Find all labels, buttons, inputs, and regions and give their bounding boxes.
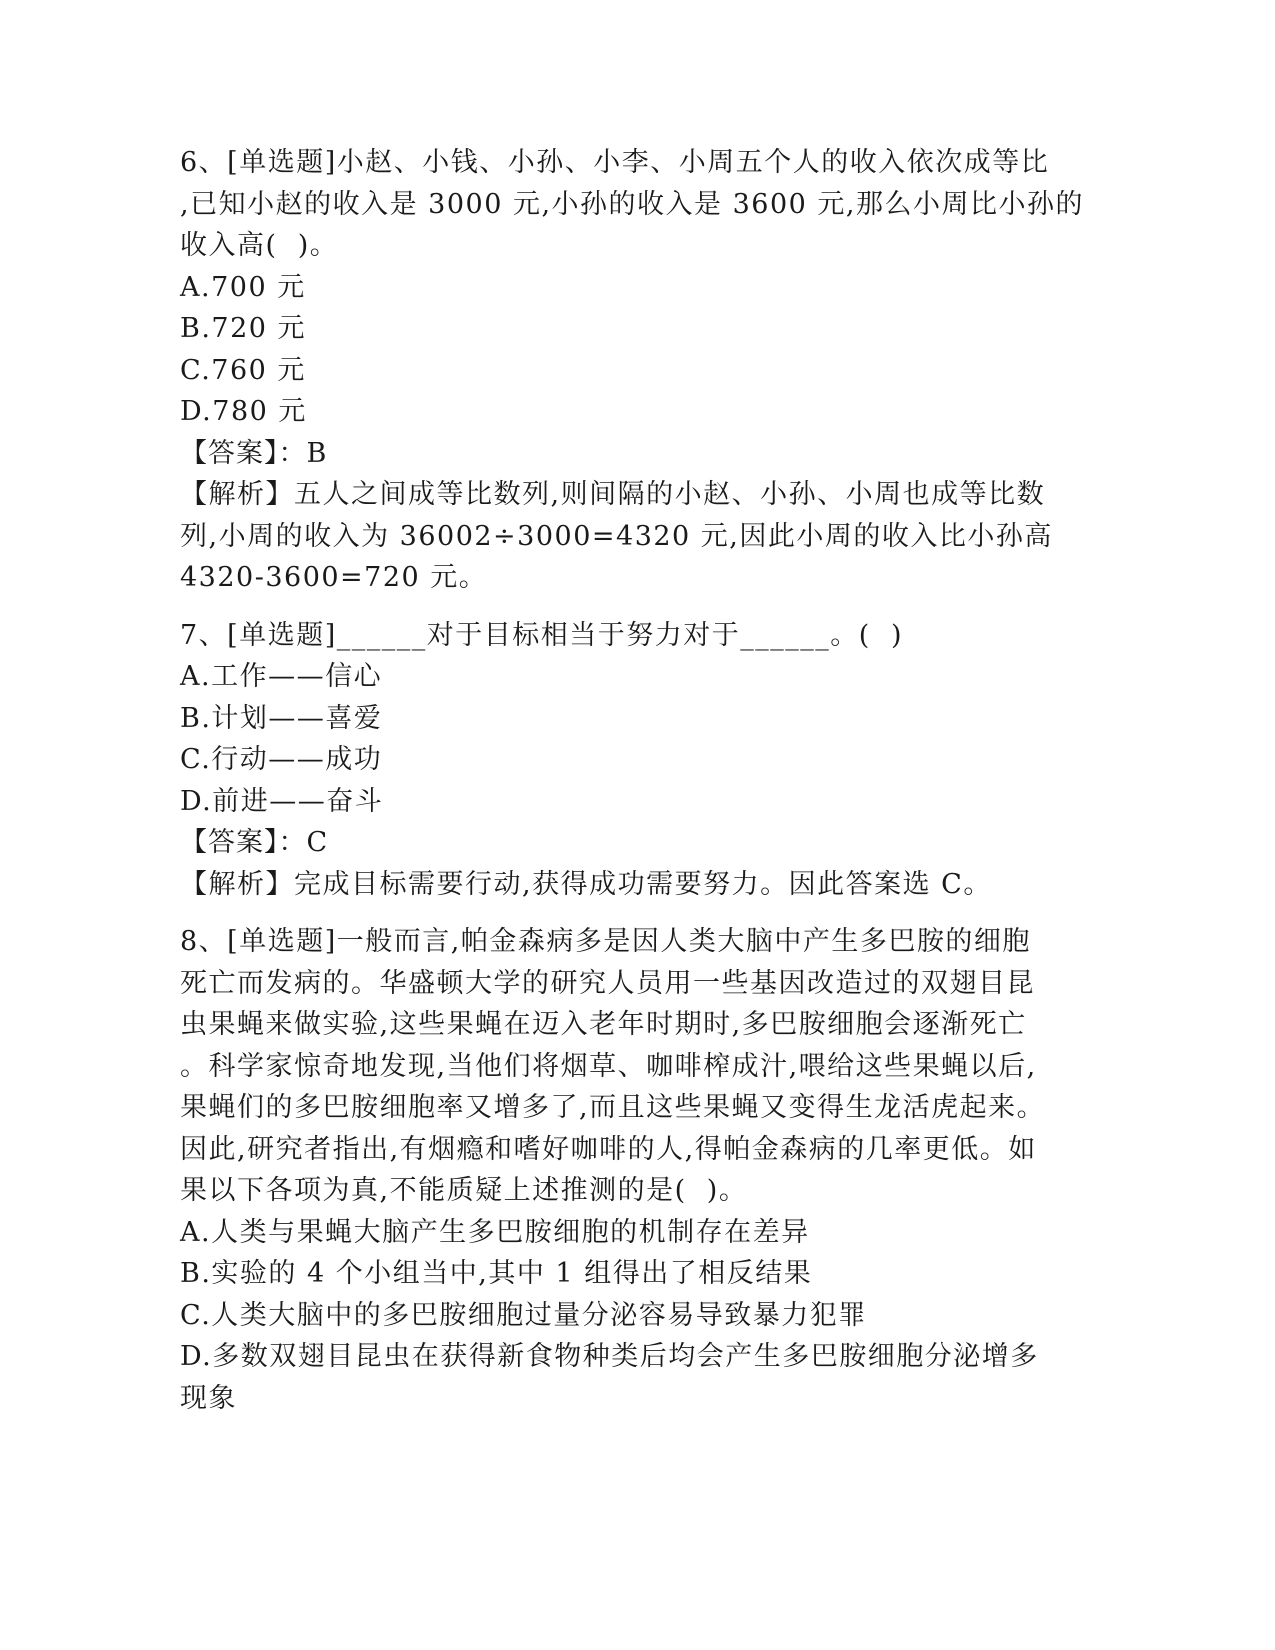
question-stem-line: 死亡而发病的。华盛顿大学的研究人员用一些基因改造过的双翅目昆 xyxy=(180,967,1035,999)
answer-line: 【答案】：B xyxy=(180,437,328,469)
option-b: B.计划——喜爱 xyxy=(180,702,383,734)
question-8 xyxy=(180,921,1050,1419)
analysis-line: 列,小周的收入为 36002÷3000=4320 元,因此小周的收入比小孙高 xyxy=(180,520,1053,552)
question-stem-line: 收入高( )。 xyxy=(180,230,339,261)
question-stem-line: 6、[单选题]小赵、小钱、小孙、小李、小周五个人的收入依次成等比 xyxy=(180,147,1050,178)
analysis-line: 【解析】完成目标需要行动,获得成功需要努力。因此答案选 C。 xyxy=(180,868,992,900)
document-page xyxy=(180,142,1085,1419)
option-a: A.人类与果蝇大脑产生多巴胺细胞的机制存在差异 xyxy=(180,1216,810,1248)
question-stem-line: 果蝇们的多巴胺细胞率又增多了,而且这些果蝇又变得生龙活虎起来。 xyxy=(180,1092,1046,1123)
answer-line: 【答案】：C xyxy=(180,827,329,858)
question-spacer xyxy=(180,599,1050,615)
question-stem-line: ,已知小赵的收入是 3000 元,小孙的收入是 3600 元,那么小周比小孙的 xyxy=(180,188,1085,220)
question-stem-line: 8、[单选题]一般而言,帕金森病多是因人类大脑中产生多巴胺的细胞 xyxy=(180,926,1031,957)
analysis-line: 4320-3600=720 元。 xyxy=(180,562,488,593)
option-c: C.人类大脑中的多巴胺细胞过量分泌容易导致暴力犯罪 xyxy=(180,1299,867,1331)
question-spacer xyxy=(180,905,1050,921)
question-stem-line: 。科学家惊奇地发现,当他们将烟草、咖啡榨成汁,喂给这些果蝇以后, xyxy=(180,1050,1037,1082)
question-stem-line: 因此,研究者指出,有烟瘾和嗜好咖啡的人,得帕金森病的几率更低。如 xyxy=(180,1133,1037,1165)
option-c: C.行动——成功 xyxy=(180,744,383,775)
question-stem-line: 虫果蝇来做实验,这些果蝇在迈入老年时期时,多巴胺细胞会逐渐死亡 xyxy=(180,1009,1027,1040)
question-stem-line: 7、[单选题]______对于目标相当于努力对于______。( ) xyxy=(180,619,903,651)
option-d: D.多数双翅目昆虫在获得新食物种类后均会产生多巴胺细胞分泌增多 xyxy=(180,1341,1039,1372)
question-stem-line: 果以下各项为真,不能质疑上述推测的是( )。 xyxy=(180,1175,748,1206)
option-d: D.780 元 xyxy=(180,396,307,427)
option-c: C.760 元 xyxy=(180,354,306,386)
question-7 xyxy=(180,615,1050,906)
option-a: A.工作——信心 xyxy=(180,661,383,692)
option-b: B.720 元 xyxy=(180,313,307,344)
option-b: B.实验的 4 个小组当中,其中 1 组得出了相反结果 xyxy=(180,1258,813,1289)
option-d: D.前进——奋斗 xyxy=(180,785,384,817)
analysis-line: 【解析】五人之间成等比数列,则间隔的小赵、小孙、小周也成等比数 xyxy=(180,479,1046,510)
option-d-continuation: 现象 xyxy=(180,1382,237,1414)
option-a: A.700 元 xyxy=(180,271,306,303)
question-6 xyxy=(180,142,1085,599)
